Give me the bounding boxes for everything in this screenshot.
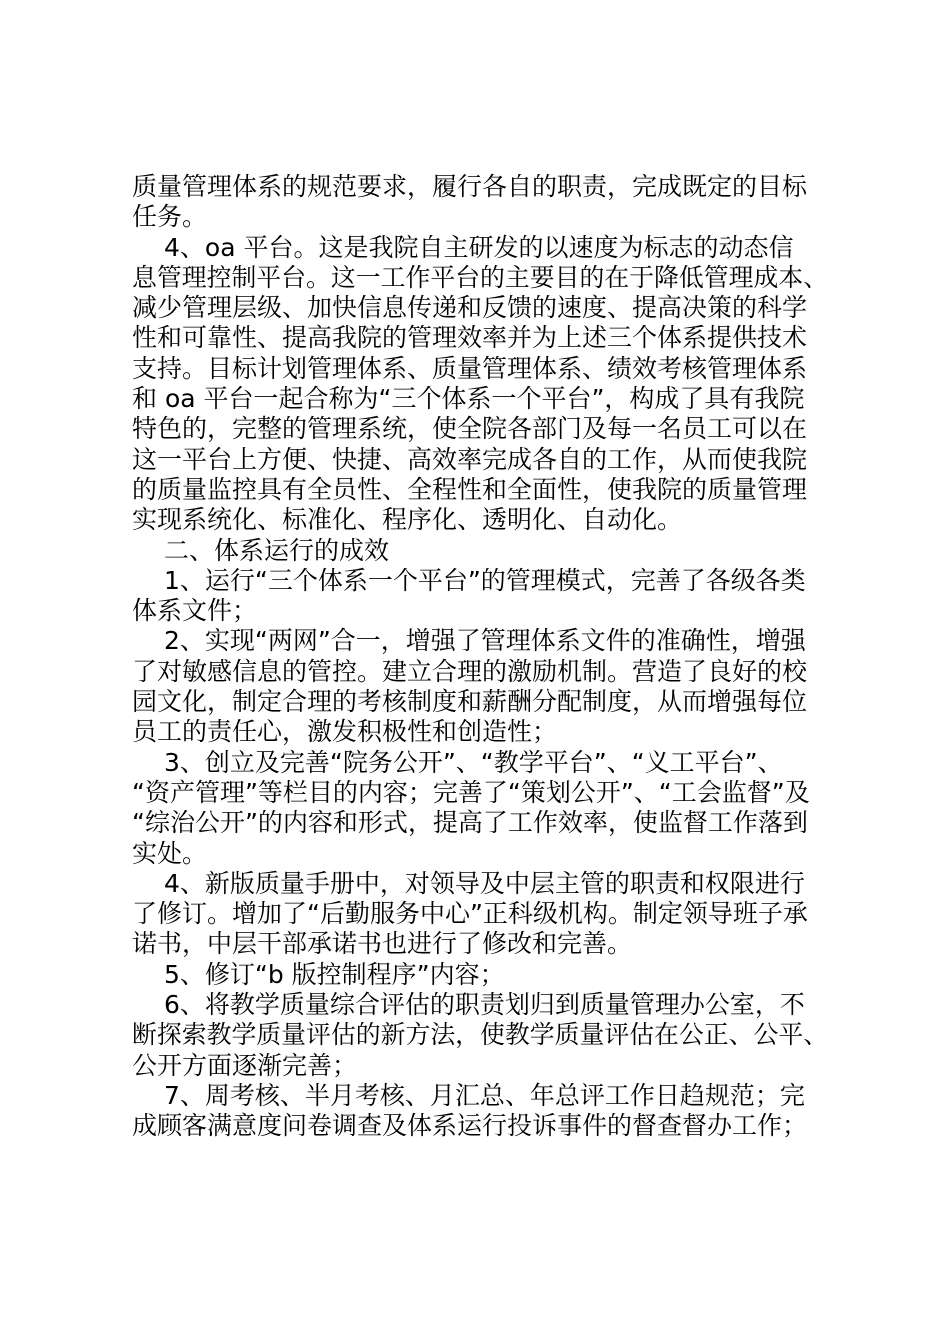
- text-line: 4、新版质量手册中，对领导及中层主管的职责和权限进行: [164, 868, 805, 898]
- text-line: 断探索教学质量评估的新方法，使教学质量评估在公正、公平、: [132, 1020, 829, 1050]
- list-item-7: [132, 1081, 832, 1142]
- text-line: 支持。目标计划管理体系、质量管理体系、绩效考核管理体系: [132, 353, 808, 383]
- text-line: 6、将教学质量综合评估的职责划归到质量管理办公室，不: [164, 990, 805, 1020]
- text-line: 了对敏感信息的管控。建立合理的激励机制。营造了良好的校: [132, 656, 808, 686]
- text-line: 1、运行“三个体系一个平台”的管理模式，完善了各级各类: [164, 565, 806, 595]
- text-line: “资产管理”等栏目的内容；完善了“策划公开”、“工会监督”及: [132, 777, 810, 807]
- text-line: 质量管理体系的规范要求，履行各自的职责，完成既定的目标: [132, 172, 808, 201]
- text-line: 二、体系运行的成效: [164, 535, 390, 565]
- paragraph-oa-platform: [132, 233, 832, 536]
- text-line: 5、修订“b 版控制程序”内容；: [164, 959, 505, 989]
- text-line: 特色的，完整的管理系统，使全院各部门及每一名员工可以在: [132, 414, 808, 444]
- paragraph: [132, 172, 832, 233]
- text-line: 公开方面逐渐完善；: [132, 1050, 358, 1080]
- text-line: 的质量监控具有全员性、全程性和全面性，使我院的质量管理: [132, 474, 808, 504]
- list-item-2: [132, 626, 832, 747]
- list-item-1: [132, 566, 832, 627]
- text-line: 园文化，制定合理的考核制度和薪酬分配制度，从而增强每位: [132, 687, 808, 717]
- text-line: 这一平台上方便、快捷、高效率完成各自的工作，从而使我院: [132, 444, 808, 474]
- text-line: 实处。: [132, 838, 208, 868]
- text-line: 和 oa 平台一起合称为“三个体系一个平台”，构成了具有我院: [132, 384, 805, 414]
- section-heading: [132, 536, 832, 566]
- text-line: 员工的责任心，激发积极性和创造性；: [132, 717, 558, 747]
- list-item-4: [132, 869, 832, 960]
- text-line: 实现系统化、标准化、程序化、透明化、自动化。: [132, 505, 683, 535]
- text-line: 4、oa 平台。这是我院自主研发的以速度为标志的动态信: [164, 232, 794, 262]
- text-line: 体系文件；: [132, 596, 258, 626]
- text-line: 2、实现“两网”合一，增强了管理体系文件的准确性，增强: [164, 626, 806, 656]
- text-line: 7、周考核、半月考核、月汇总、年总评工作日趋规范；完: [164, 1080, 805, 1110]
- text-line: 成顾客满意度问卷调查及体系运行投诉事件的督查督办工作；: [132, 1111, 808, 1141]
- text-line: 任务。: [132, 202, 208, 232]
- list-item-3: [132, 748, 832, 869]
- text-line: 息管理控制平台。这一工作平台的主要目的在于降低管理成本、: [132, 262, 829, 292]
- text-line: “综治公开”的内容和形式，提高了工作效率，使监督工作落到: [132, 808, 808, 838]
- text-line: 了修订。增加了“后勤服务中心”正科级机构。制定领导班子承: [132, 899, 808, 929]
- document-body: [132, 172, 832, 1142]
- text-line: 3、创立及完善“院务公开”、“教学平台”、“义工平台”、: [164, 747, 783, 777]
- list-item-6: [132, 990, 832, 1081]
- list-item-5: [132, 960, 832, 990]
- text-line: 减少管理层级、加快信息传递和反馈的速度、提高决策的科学: [132, 293, 808, 323]
- text-line: 诺书，中层干部承诺书也进行了修改和完善。: [132, 929, 633, 959]
- text-line: 性和可靠性、提高我院的管理效率并为上述三个体系提供技术: [132, 323, 808, 353]
